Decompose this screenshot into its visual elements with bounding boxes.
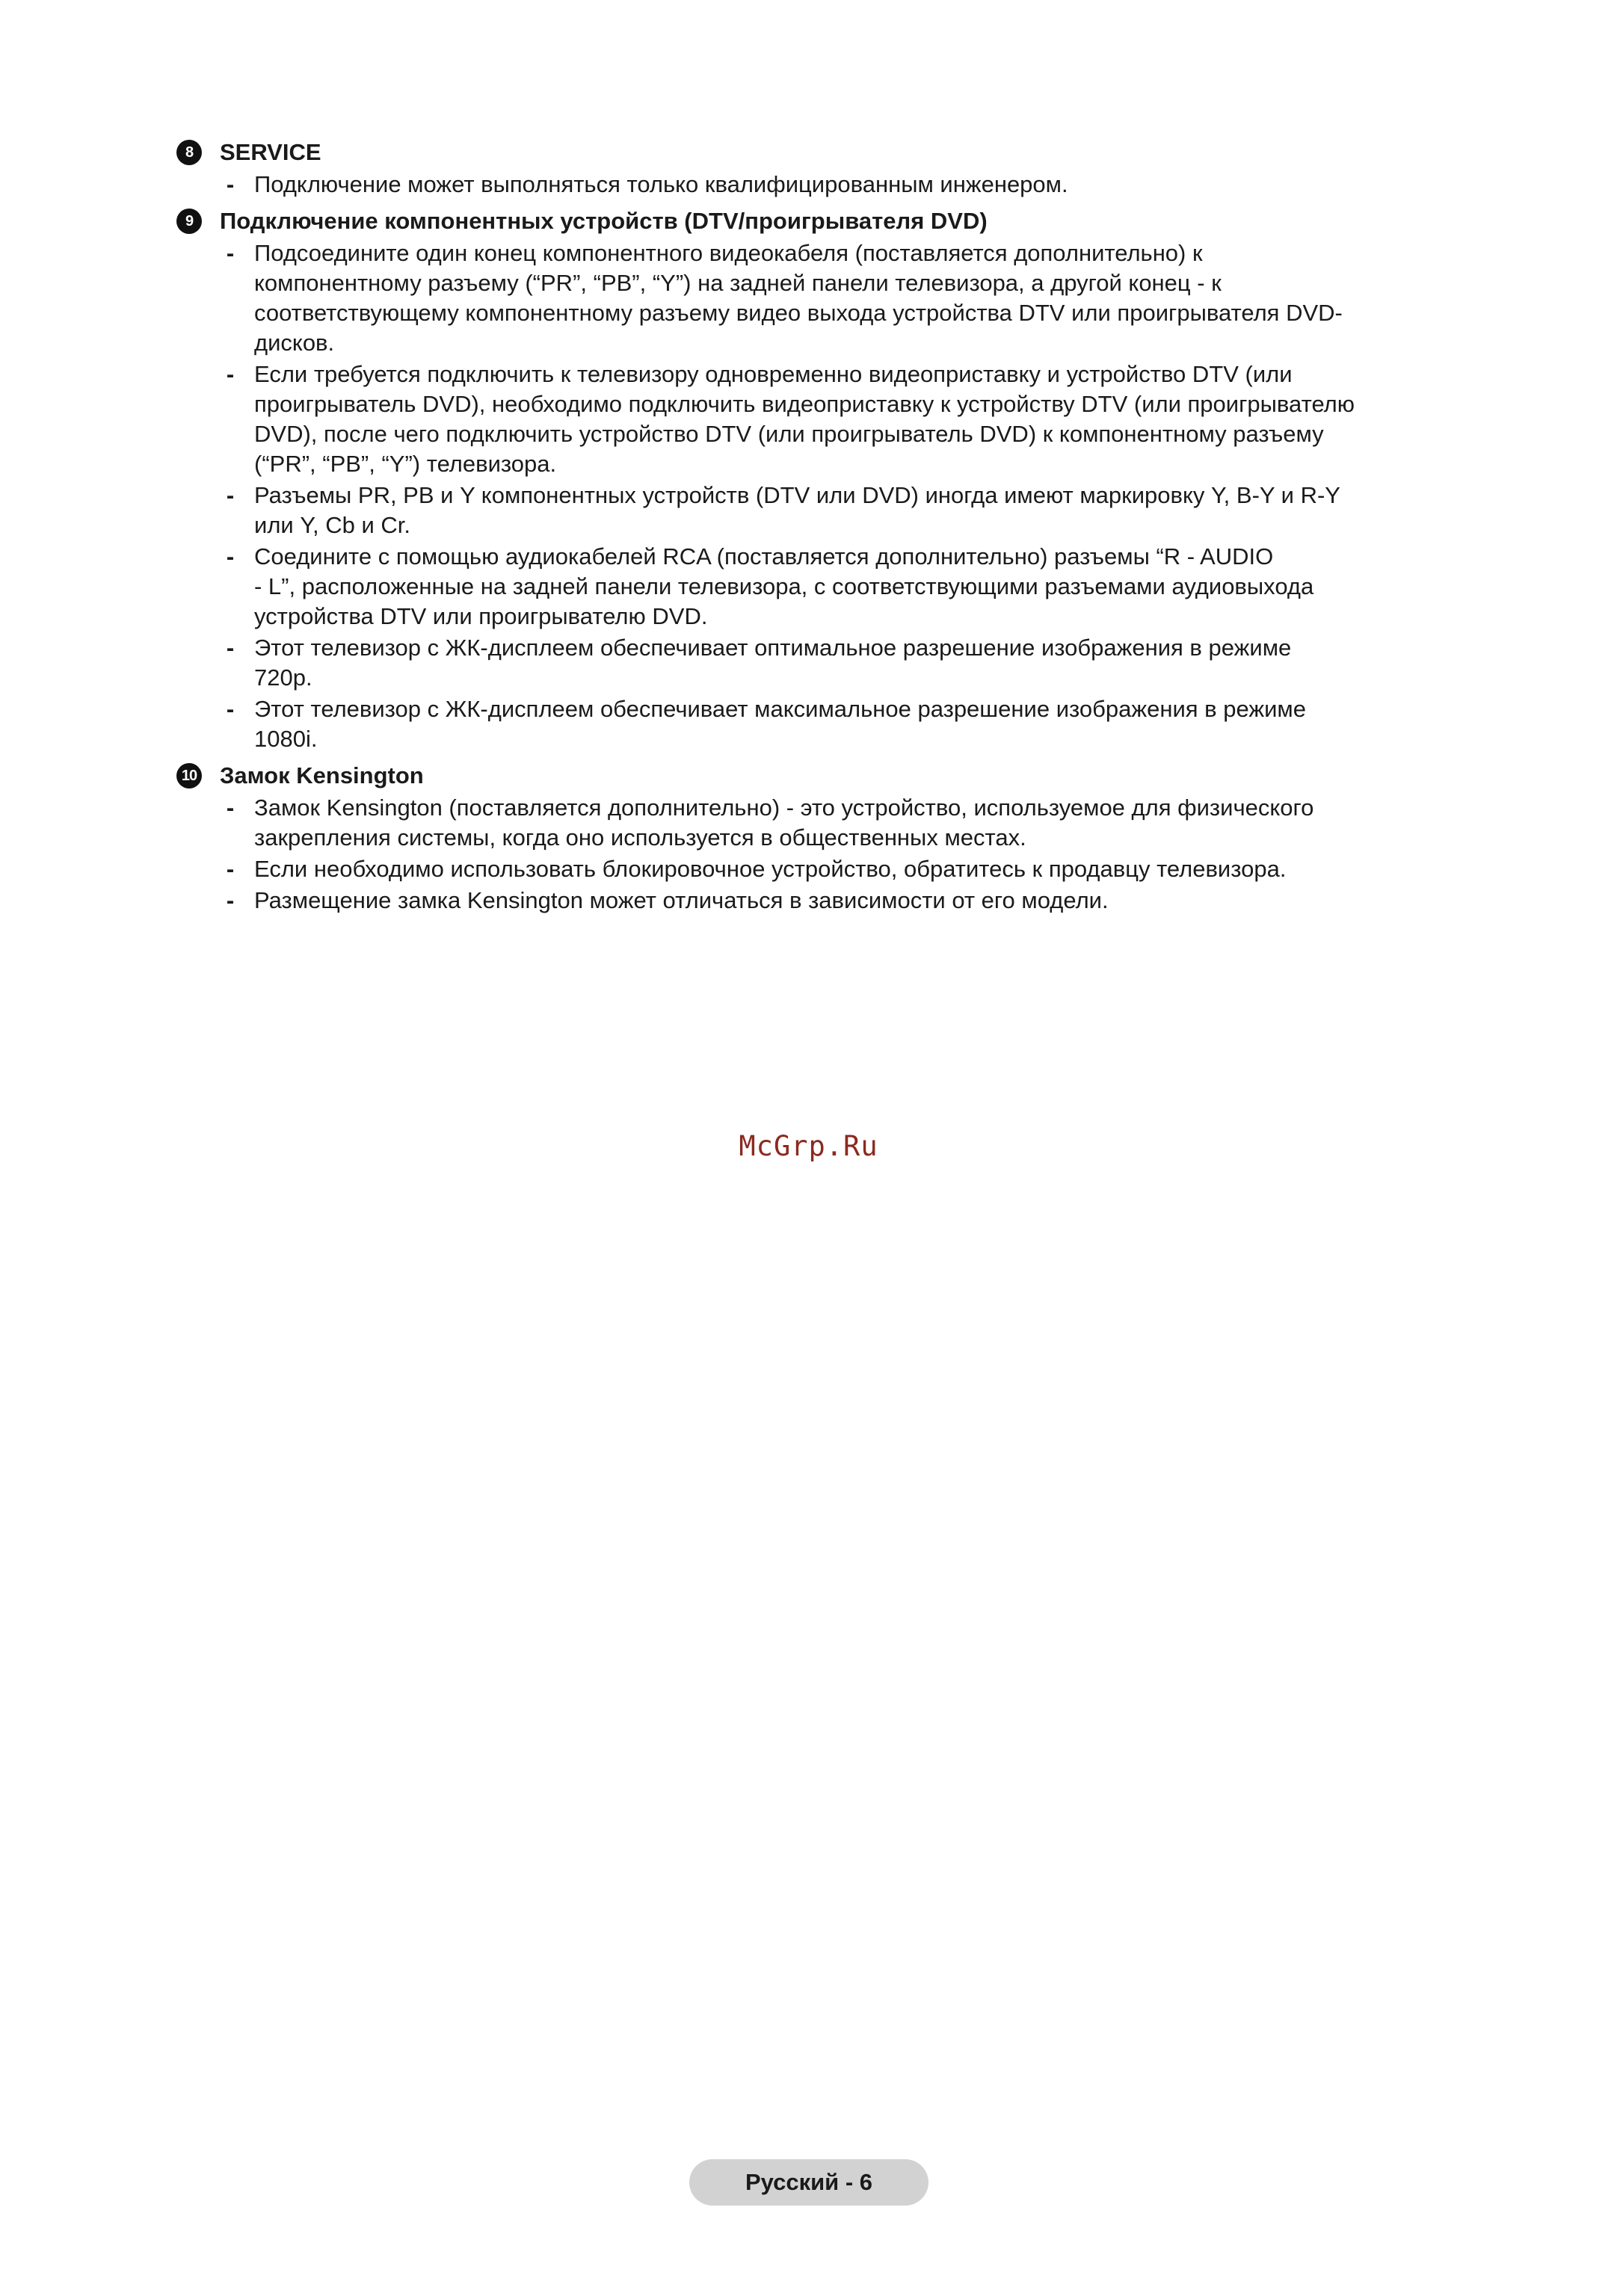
list-item-text: Этот телевизор с ЖК-дисплеем обеспечивает максимальное разрешение изображения в режиме 1080i.	[254, 696, 1306, 752]
section-number-badge: 10	[176, 763, 202, 789]
bullet-dash: -	[226, 856, 235, 882]
section-title: Подключение компонентных устройств (DTV/проигрывателя DVD)	[220, 208, 988, 234]
watermark-text: McGrp.Ru	[739, 1130, 878, 1162]
section-heading	[176, 760, 1500, 791]
list-item	[176, 854, 1500, 884]
bullet-dash: -	[226, 543, 235, 570]
bullet-dash: -	[226, 794, 235, 821]
bullet-dash: -	[226, 361, 235, 387]
list-item	[176, 694, 1500, 754]
document-body	[176, 137, 1500, 916]
list-item	[176, 170, 1500, 200]
list-item	[176, 359, 1500, 479]
section-heading	[176, 206, 1500, 237]
list-item-text: Если требуется подключить к телевизору одновременно видеоприставку и устройство DTV (или проигрыватель DVD), необходимо подключить видеоприставку к устройству DTV (или проигрывателю DVD), после чего подключить устройство DTV (или проигрыватель DVD) к компонентному разъему (“PR”, “PB”, “Y”) телевизора.	[254, 361, 1355, 477]
list-item-text: Подсоедините один конец компонентного видеокабеля (поставляется дополнительно) к компонентному разъему (“PR”, “PB”, “Y”) на задней панели телевизора, а другой конец - к соответствующему компонентному разъему видео выхода устройства DTV или проигрывателя DVD- дисков.	[254, 240, 1343, 356]
list-item	[176, 542, 1500, 632]
section-number-badge: 8	[176, 140, 202, 165]
bullet-dash: -	[226, 482, 235, 508]
list-item-text: Разъемы PR, PB и Y компонентных устройств (DTV или DVD) иногда имеют маркировку Y, B-Y и R-Y или Y, Cb и Cr.	[254, 482, 1340, 538]
bullet-list	[176, 170, 1500, 200]
bullet-list	[176, 238, 1500, 754]
bullet-dash: -	[226, 171, 235, 197]
section-title: SERVICE	[220, 139, 321, 165]
list-item-text: Соедините с помощью аудиокабелей RCA (поставляется дополнительно) разъемы “R - AUDIO - L”, расположенные на задней панели телевизора, с соответствующими разъемами аудиовыхода устройства DTV или проигрывателю DVD.	[254, 543, 1314, 629]
section-component-devices	[176, 206, 1500, 754]
list-item-text: Замок Kensington (поставляется дополнительно) - это устройство, используемое для физического закрепления системы, когда оно используется в общественных местах.	[254, 794, 1314, 851]
list-item	[176, 886, 1500, 916]
list-item-text: Подключение может выполняться только квалифицированным инженером.	[254, 171, 1068, 197]
bullet-dash: -	[226, 635, 235, 661]
list-item-text: Размещение замка Kensington может отличаться в зависимости от его модели.	[254, 887, 1109, 913]
list-item	[176, 238, 1500, 358]
section-number-badge: 9	[176, 209, 202, 234]
list-item-text: Если необходимо использовать блокировочное устройство, обратитесь к продавцу телевизора.	[254, 856, 1287, 882]
bullet-dash: -	[226, 240, 235, 266]
page-number-label: Русский - 6	[745, 2169, 873, 2195]
page-footer-badge	[689, 2159, 928, 2206]
section-heading	[176, 137, 1500, 168]
list-item	[176, 633, 1500, 693]
list-item	[176, 481, 1500, 540]
bullet-dash: -	[226, 696, 235, 722]
section-service	[176, 137, 1500, 200]
bullet-list	[176, 793, 1500, 916]
list-item-text: Этот телевизор с ЖК-дисплеем обеспечивает оптимальное разрешение изображения в режиме 720p.	[254, 635, 1292, 691]
section-kensington-lock	[176, 760, 1500, 916]
bullet-dash: -	[226, 887, 235, 913]
section-title: Замок Kensington	[220, 762, 424, 789]
list-item	[176, 793, 1500, 853]
